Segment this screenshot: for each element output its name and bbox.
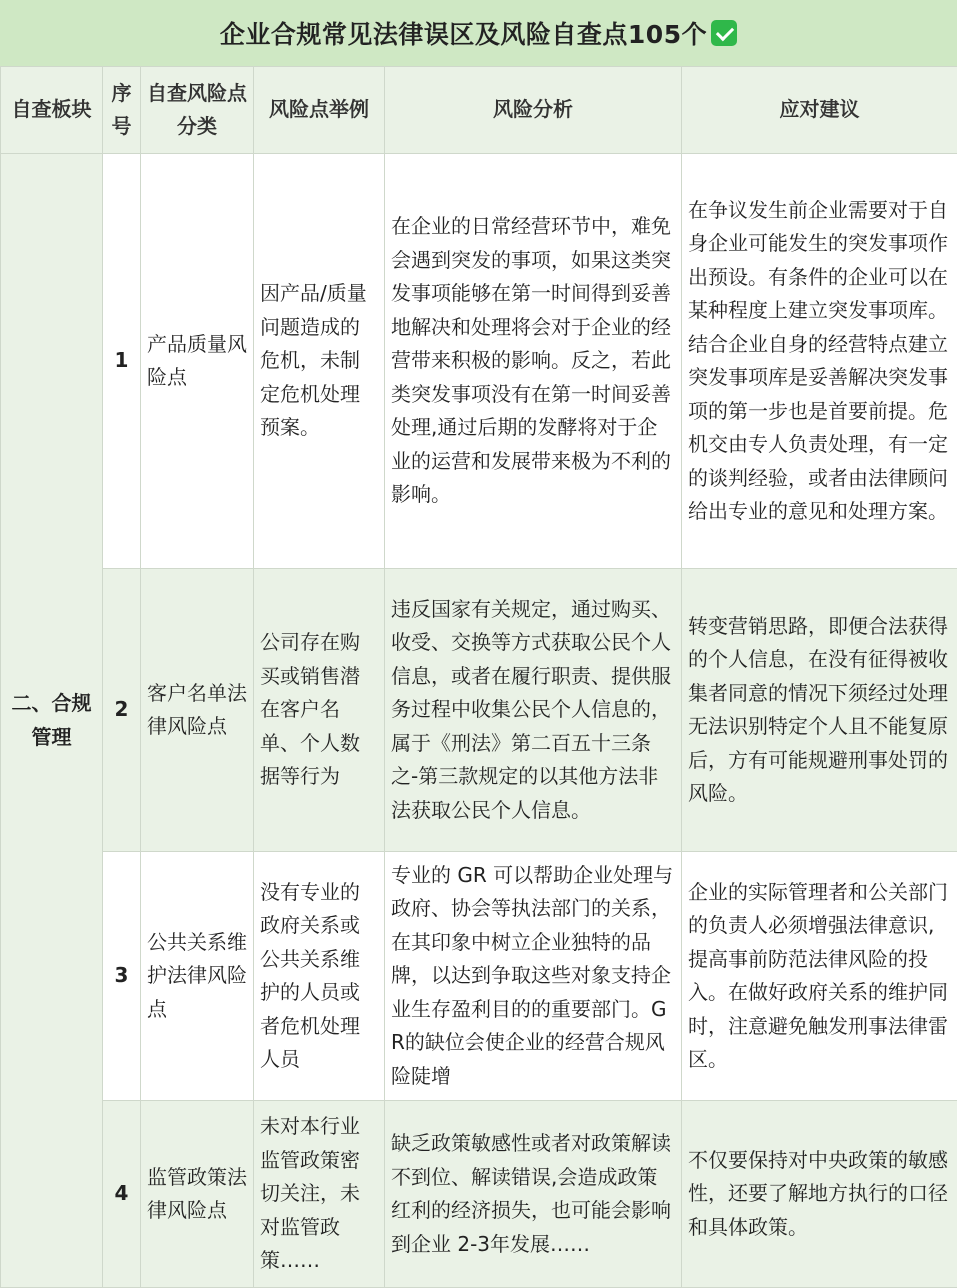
row-number: 3 xyxy=(103,852,141,1101)
row-advice: 企业的实际管理者和公关部门的负责人必须增强法律意识,提高事前防范法律风险的投入。在做好政府关系的维护同时，注意避免触发刑事法律雷区。 xyxy=(682,852,957,1101)
row-analysis: 专业的 GR 可以帮助企业处理与政府、协会等执法部门的关系，在其印象中树立企业独特的品牌，以达到争取这些对象支持企业生存盈利目的的重要部门。GR的缺位会使企业的经营合规风险陡增 xyxy=(385,852,682,1101)
row-analysis: 缺乏政策敏感性或者对政策解读不到位、解读错误,会造成政策红利的经济损失，也可能会影响到企业 2-3年发展…… xyxy=(385,1101,682,1288)
row-category: 监管政策法律风险点 xyxy=(141,1101,254,1288)
section-cell: 二、合规管理 xyxy=(1,154,103,1288)
row-analysis: 违反国家有关规定，通过购买、收受、交换等方式获取公民个人信息，或者在履行职责、提供服务过程中收集公民个人信息的，属于《刑法》第二百五十三条之-第三款规定的以其他方法非法获取公民个人信息。 xyxy=(385,569,682,852)
column-header-example: 风险点举例 xyxy=(254,67,385,154)
row-number: 4 xyxy=(103,1101,141,1288)
row-advice: 在争议发生前企业需要对于自身企业可能发生的突发事项作出预设。有条件的企业可以在某种程度上建立突发事项库。结合企业自身的经营特点建立突发事项库是妥善解决突发事项的第一步也是首要前提。危机交由专人负责处理，有一定的谈判经验，或者由法律顾问给出专业的意见和处理方案。 xyxy=(682,154,957,569)
row-category: 产品质量风险点 xyxy=(141,154,254,569)
column-header-number: 序号 xyxy=(103,67,141,154)
row-example: 没有专业的政府关系或公共关系维护的人员或者危机处理人员 xyxy=(254,852,385,1101)
table-header-row xyxy=(1,67,957,154)
table-row xyxy=(1,569,957,852)
page-title-bar xyxy=(0,0,957,67)
row-category: 公共关系维护法律风险点 xyxy=(141,852,254,1101)
row-example: 因产品/质量问题造成的危机，未制定危机处理预案。 xyxy=(254,154,385,569)
row-advice: 转变营销思路，即便合法获得的个人信息，在没有征得被收集者同意的情况下须经过处理无法识别特定个人且不能复原后，方有可能规避刑事处罚的风险。 xyxy=(682,569,957,852)
table-row xyxy=(1,1101,957,1288)
row-number: 1 xyxy=(103,154,141,569)
column-header-analysis: 风险分析 xyxy=(385,67,682,154)
row-category: 客户名单法律风险点 xyxy=(141,569,254,852)
column-header-category: 自查风险点分类 xyxy=(141,67,254,154)
risk-table xyxy=(0,66,957,1288)
table-row xyxy=(1,154,957,569)
check-mark-icon xyxy=(711,20,737,46)
row-number: 2 xyxy=(103,569,141,852)
column-header-advice: 应对建议 xyxy=(682,67,957,154)
table-row xyxy=(1,852,957,1101)
row-example: 公司存在购买或销售潜在客户名单、个人数据等行为 xyxy=(254,569,385,852)
row-advice: 不仅要保持对中央政策的敏感性，还要了解地方执行的口径和具体政策。 xyxy=(682,1101,957,1288)
page-title: 企业合规常见法律误区及风险自查点105个 xyxy=(220,15,707,51)
column-header-section: 自查板块 xyxy=(1,67,103,154)
row-example: 未对本行业监管政策密切关注，未对监管政策…… xyxy=(254,1101,385,1288)
row-analysis: 在企业的日常经营环节中，难免会遇到突发的事项，如果这类突发事项能够在第一时间得到妥善地解决和处理将会对于企业的经营带来积极的影响。反之，若此类突发事项没有在第一时间妥善处理,通过后期的发酵将对于企业的运营和发展带来极为不利的影响。 xyxy=(385,154,682,569)
